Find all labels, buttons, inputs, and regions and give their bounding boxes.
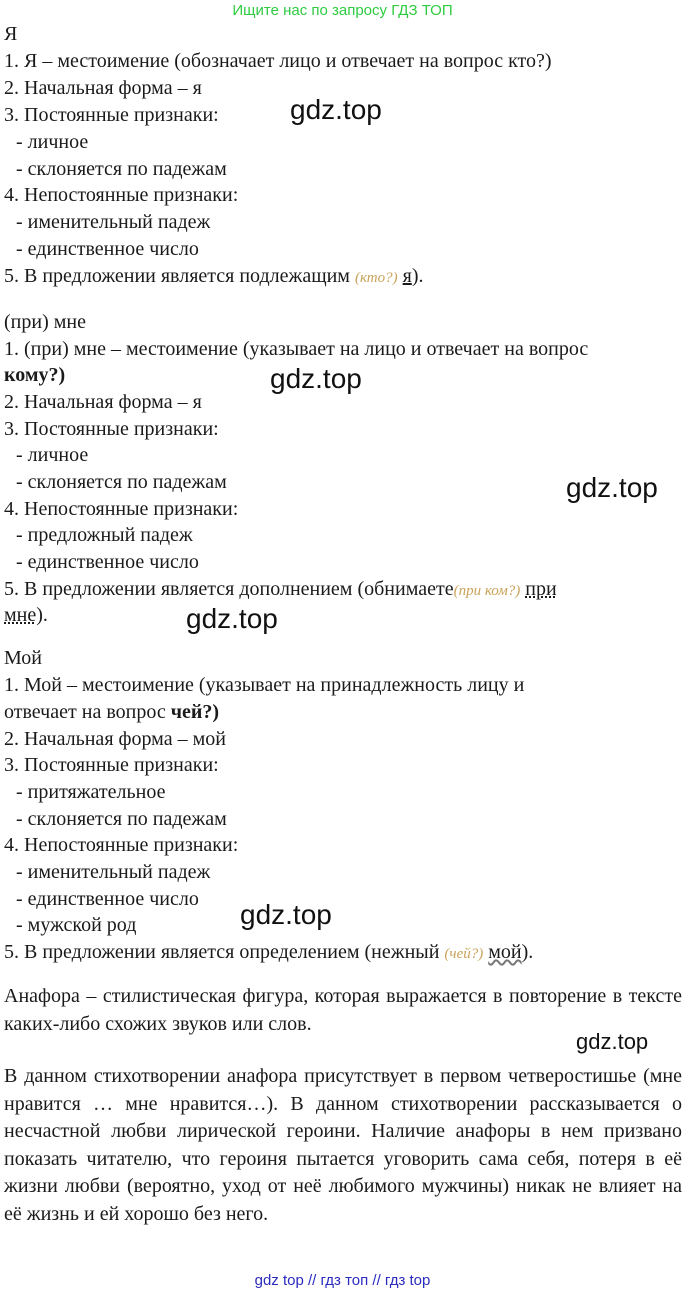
watermark: gdz.top (290, 94, 382, 125)
ya-line-5 (4, 264, 424, 290)
moy-line-5-text: 5. В предложении является определением (нежный (4, 941, 445, 963)
ya-line-3b: - склоняется по падежам (16, 158, 227, 180)
question-note: (кто?) (354, 270, 398, 286)
section-title-mne: (при) мне (4, 311, 86, 333)
question-bold: чей?) (170, 701, 220, 723)
mne-line-3b: - склоняется по падежам (16, 471, 227, 493)
object-word-1: при (525, 578, 557, 600)
moy-line-2: 2. Начальная форма – мой (4, 728, 226, 750)
moy-line-4c: - мужской род (16, 914, 137, 936)
ya-line-4a: - именительный падеж (16, 211, 211, 233)
section-title-moy: Мой (4, 647, 42, 669)
header-banner[interactable]: Ищите нас по запросу ГДЗ ТОП (232, 2, 453, 19)
mne-line-2: 2. Начальная форма – я (4, 391, 202, 413)
mne-line-3a: - личное (16, 444, 89, 466)
mne-line-5-end: ). (36, 604, 48, 626)
watermark: gdz.top (566, 472, 658, 503)
moy-line-1b (4, 700, 219, 724)
mne-line-4b: - единственное число (16, 551, 199, 573)
mne-line-5 (4, 577, 557, 603)
object-word-2: мне (4, 604, 37, 626)
ya-line-2: 2. Начальная форма – я (4, 77, 202, 99)
attribute-word: мой (488, 941, 522, 963)
watermark: gdz.top (576, 1029, 649, 1054)
ya-line-4b: - единственное число (16, 238, 199, 260)
ya-line-4: 4. Непостоянные признаки: (4, 184, 239, 206)
mne-line-3: 3. Постоянные признаки: (4, 418, 219, 440)
moy-line-4b: - единственное число (16, 888, 199, 910)
question-note: (чей?) (444, 946, 484, 962)
subject-word: я (402, 265, 412, 287)
mne-line-1b: кому?) (4, 364, 66, 386)
moy-line-5 (4, 940, 533, 966)
poem-analysis: В данном стихотворении анафора присутствует в первом четверостишье (мне нравится … мне нравится…). В данном стихотворении рассказывается о несчастной любви лирической героини. Наличие анафоры в нем призвано показать читателю, что героиня пытается уговорить сама себя, потеря в её жизни любви (вероятно, уход от неё любимого мужчины) никак не влияет на её жизнь и ей хорошо без него. (4, 1065, 682, 1225)
watermark: gdz.top (186, 603, 278, 634)
ya-line-5-text: 5. В предложении является подлежащим (4, 265, 355, 287)
section-title-ya: Я (4, 23, 18, 45)
mne-line-5-text: 5. В предложении является дополнением (обнимаете (4, 578, 454, 600)
moy-line-4: 4. Непостоянные признаки: (4, 834, 239, 856)
ya-line-3a: - личное (16, 131, 89, 153)
watermark: gdz.top (270, 363, 362, 394)
ya-line-3: 3. Постоянные признаки: (4, 104, 219, 126)
moy-line-4a: - именительный падеж (16, 861, 211, 883)
moy-line-1b-text: отвечает на вопрос (4, 701, 171, 723)
moy-line-3a: - притяжательное (16, 781, 166, 803)
moy-line-5-end: ). (521, 941, 534, 963)
watermark: gdz.top (240, 899, 332, 930)
ya-line-1: 1. Я – местоимение (обозначает лицо и отвечает на вопрос кто?) (4, 50, 552, 72)
mne-line-4: 4. Непостоянные признаки: (4, 498, 239, 520)
mne-line-4a: - предложный падеж (16, 524, 193, 546)
moy-line-3: 3. Постоянные признаки: (4, 754, 219, 776)
ya-line-5-end: ). (411, 265, 424, 287)
question-note: (при ком?) (453, 583, 521, 599)
mne-line-1a: 1. (при) мне – местоимение (указывает на лицо и отвечает на вопрос (4, 338, 589, 360)
footer-links[interactable]: gdz top // гдз топ // гдз top (254, 1272, 431, 1289)
anaphora-definition: Анафора – стилистическая фигура, которая выражается в повторение в тексте каких-либо схожих звуков или слов. (4, 985, 682, 1035)
mne-line-5-cont (4, 603, 48, 627)
moy-line-3b: - склоняется по падежам (16, 808, 227, 830)
moy-line-1a: 1. Мой – местоимение (указывает на принадлежность лицу и (4, 674, 525, 696)
